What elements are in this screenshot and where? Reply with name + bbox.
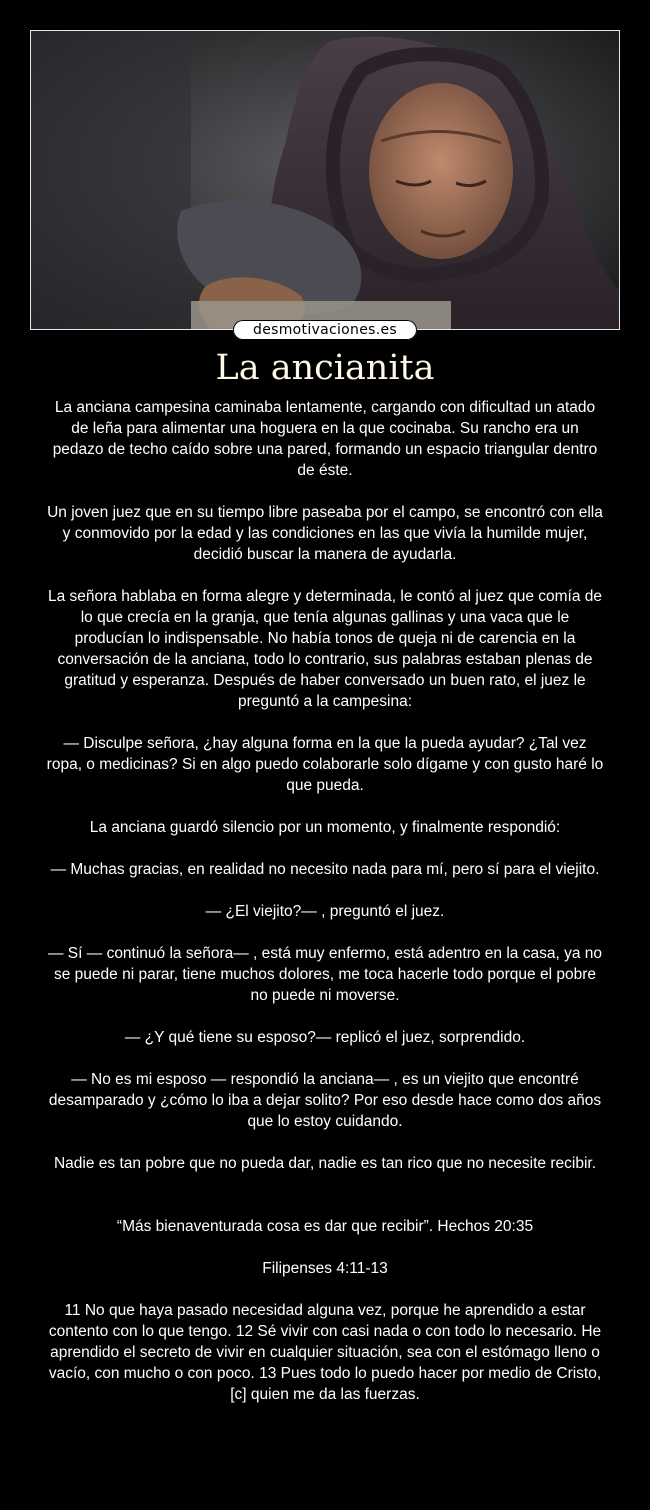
paragraph: — ¿El viejito?— , preguntó el juez. [205,903,445,920]
bible-passage: 11 No que haya pasado necesidad alguna vez, porque he aprendido a estar contento con lo que tengo. 12 Sé vivir con casi nada o con todo lo necesario. He aprendido el secreto de vivir en cualquier situación, sea con el estómago lleno o vacío, con mucho o con poco. 13 Pues todo lo puedo hacer por medio de Cristo,[c] quien me da las fuerzas. [48,1302,602,1403]
paragraph: La anciana guardó silencio por un momento, y finalmente respondió: [89,819,561,836]
elderly-woman-photo [31,31,619,329]
site-watermark: desmotivaciones.es [233,320,417,340]
paragraph: La señora hablaba en forma alegre y determinada, le contó al juez que comía de lo que crecía en la granja, que tenía algunas gallinas y una vaca que le producían lo indispensable. No había tonos de queja ni de carencia en la conversación de la anciana, todo lo contrario, sus palabras estaban plenas de gratitud y esperanza. Después de haber conversado un buen rato, el juez le preguntó a la campesina: [47,588,603,710]
paragraph: — Muchas gracias, en realidad no necesito nada para mí, pero sí para el viejito. [50,861,600,878]
paragraph: — Sí — continuó la señora— , está muy enfermo, está adentro en la casa, ya no se puede ni parar, tiene muchos dolores, me toca hacerle todo porque el pobre no puede ni moverse. [48,945,602,1004]
poster-title: La ancianita [215,348,435,388]
bible-quote: “Más bienaventurada cosa es dar que recibir”. Hechos 20:35 [116,1218,534,1235]
paragraph: Nadie es tan pobre que no pueda dar, nadie es tan rico que no necesite recibir. [53,1155,596,1172]
poster-text [45,397,605,1426]
poster-photo-frame [30,30,620,330]
paragraph: — ¿Y qué tiene su esposo?— replicó el juez, sorprendido. [124,1029,526,1046]
paragraph: Un joven juez que en su tiempo libre paseaba por el campo, se encontró con ella y conmovido por la edad y las condiciones en las que vivía la humilde mujer, decidió buscar la manera de ayudarla. [47,504,603,563]
bible-reference: Filipenses 4:11-13 [262,1260,388,1277]
paragraph: — Disculpe señora, ¿hay alguna forma en la que la pueda ayudar? ¿Tal vez ropa, o medicinas? Si en algo puedo colaborarle solo dígame y con gusto haré lo que pueda. [46,735,604,794]
paragraph: La anciana campesina caminaba lentamente, cargando con dificultad un atado de leña para alimentar una hoguera en la que cocinaba. Su rancho era un pedazo de techo caído sobre una pared, formando un espacio triangular dentro de éste. [52,399,598,479]
paragraph: — No es mi esposo — respondió la anciana— , es un viejito que encontré desamparado y ¿cómo lo iba a dejar solito? Por eso desde hace como dos años que lo estoy cuidando. [48,1071,602,1130]
